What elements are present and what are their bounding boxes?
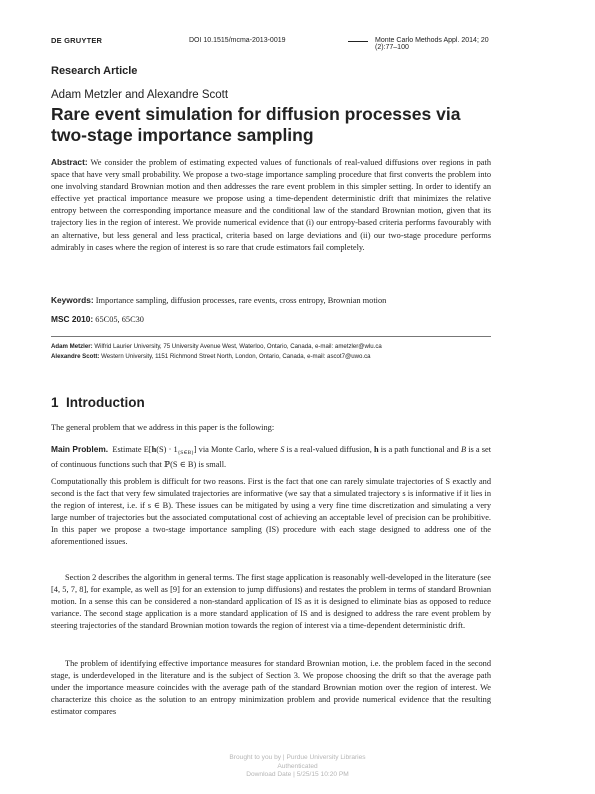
- problem-subscript: {S∈B}: [177, 450, 194, 456]
- affiliation-name: Adam Metzler:: [51, 343, 93, 350]
- watermark-line: Authenticated: [277, 762, 318, 770]
- title-line-2: two-stage importance sampling: [51, 125, 314, 145]
- body-paragraph: The problem of identifying effective importance measures for standard Brownian motion, i.e. the problem faced in the second stage, is underdeveloped in the literature and is the subject of Section 3. We propose choosing the drift so that the average path under the importance measure coincides with the average path of the standard Brownian motion over the region of interest. We characterize this choice as the solution to an entropy minimization problem and provide numerical evidence that the resulting estimator compares: [51, 659, 491, 717]
- section-title: Introduction: [66, 395, 145, 410]
- msc-text: 65C05, 65C30: [95, 315, 144, 324]
- intro-sentence: The general problem that we address in this paper is the following:: [51, 423, 275, 432]
- running-header: [51, 36, 489, 51]
- abstract: [51, 156, 491, 254]
- affiliation-1: [51, 342, 491, 351]
- keywords-text: Importance sampling, diffusion processes, rare events, cross entropy, Brownian motion: [95, 296, 387, 305]
- problem-text: (S) · 1: [156, 445, 178, 454]
- msc-classification: [51, 313, 491, 326]
- main-problem-label: Main Problem.: [51, 444, 109, 454]
- problem-text: is a real-valued diffusion,: [284, 445, 374, 454]
- publisher-name: DE GRUYTER: [51, 36, 103, 45]
- download-watermark: [0, 754, 595, 780]
- affiliation-text: Wilfrid Laurier University, 75 University Avenue West, Waterloo, Ontario, Canada, e-mail: ametzler@wlu.ca: [94, 343, 382, 350]
- affiliation-text: Western University, 1151 Richmond Street North, London, Ontario, Canada, e-mail: ascot7@uwo.ca: [101, 353, 371, 360]
- section-heading: [51, 395, 145, 410]
- problem-text: is a set of continuous functions such that ℙ(S ∈ B) is small.: [51, 445, 492, 470]
- abstract-text: We consider the problem of estimating expected values of functionals of real-valued diffusions over regions in path space that have very small probability. We propose a two-stage importance sampling procedure that first converts the problem into one involving standard Brownian motion and then addresses the rare event problem in this simpler setting. In order to identify an effective yet practical importance measure we propose using a time-dependent deterministic drift that minimizes the relative entropy between the corresponding importance measure and the conditional law of the standard Brownian motion, given that its trajectory lies in the region of interest. We provide numerical evidence that (i) our entropy-based criteria performs favourably with an alternative, but less general and less practical, criteria based on large deviations and (ii) our two-stage procedure performs admirably in cases where the region of interest is so rare that crude estimators fail completely.: [51, 158, 491, 252]
- affiliation-2: [51, 352, 491, 361]
- doi-link[interactable]: DOI 10.1515/mcma-2013-0019: [189, 37, 286, 44]
- keywords-label: Keywords:: [51, 295, 94, 305]
- watermark-line: Brought to you by | Purdue University Libraries: [229, 754, 366, 761]
- problem-text: is a path functional and: [378, 445, 461, 454]
- affiliation-divider: [51, 336, 491, 337]
- article-type-label: Research Article: [51, 65, 138, 77]
- main-problem: [51, 443, 491, 471]
- keywords: [51, 294, 491, 307]
- body-paragraph: Section 2 describes the algorithm in general terms. The first stage application is reasonably well-developed in the literature (see [4, 5, 7, 8], for example, as well as [9] for an extension to jump diffusions) and restates the problem in terms of standard Brownian motion. In a sense this can be considered a non-standard application of IS as it is designed to eliminate bias as opposed to reduce variance. The second stage application is a more standard application of IS and is designed to address the rare event problem by steering trajectories of the standard Brownian motion towards the region of interest via a time-dependent deterministic drift.: [51, 573, 491, 631]
- body-paragraph: Computationally this problem is difficult for two reasons. First is the fact that one can rarely simulate trajectories of S exactly and second is the fact that very few simulated trajectories are informative (we say that a simulated trajectory s is informative if it lies in the region of interest, i.e. if s ∈ B). These issues can be mitigated by using a very fine time discretization and simulating a very large number of trajectories but the associated computational cost of achieving an acceptable level of precision can be prohibitive. In this paper we propose a two-stage importance sampling (IS) procedure with each stage designed to address one of the aforementioned issues.: [51, 477, 491, 547]
- problem-text: Estimate E[: [112, 445, 152, 454]
- affiliation-name: Alexandre Scott:: [51, 353, 100, 360]
- paper-title: [51, 104, 491, 146]
- title-line-1: Rare event simulation for diffusion processes via: [51, 104, 461, 124]
- journal-citation: Monte Carlo Methods Appl. 2014; 20 (2):77–100: [375, 37, 489, 51]
- section-number: 1: [51, 395, 59, 410]
- watermark-line: Download Date | 5/25/15 10:20 PM: [246, 771, 349, 779]
- problem-text: ] via Monte Carlo, where: [193, 445, 281, 454]
- problem-symbol: h: [373, 445, 379, 454]
- problem-symbol: h: [151, 445, 157, 454]
- msc-label: MSC 2010:: [51, 314, 94, 324]
- author-list: Adam Metzler and Alexandre Scott: [51, 89, 229, 101]
- problem-symbol: S: [280, 445, 285, 454]
- abstract-label: Abstract:: [51, 157, 88, 167]
- problem-symbol: B: [460, 445, 467, 454]
- header-divider: [348, 41, 368, 42]
